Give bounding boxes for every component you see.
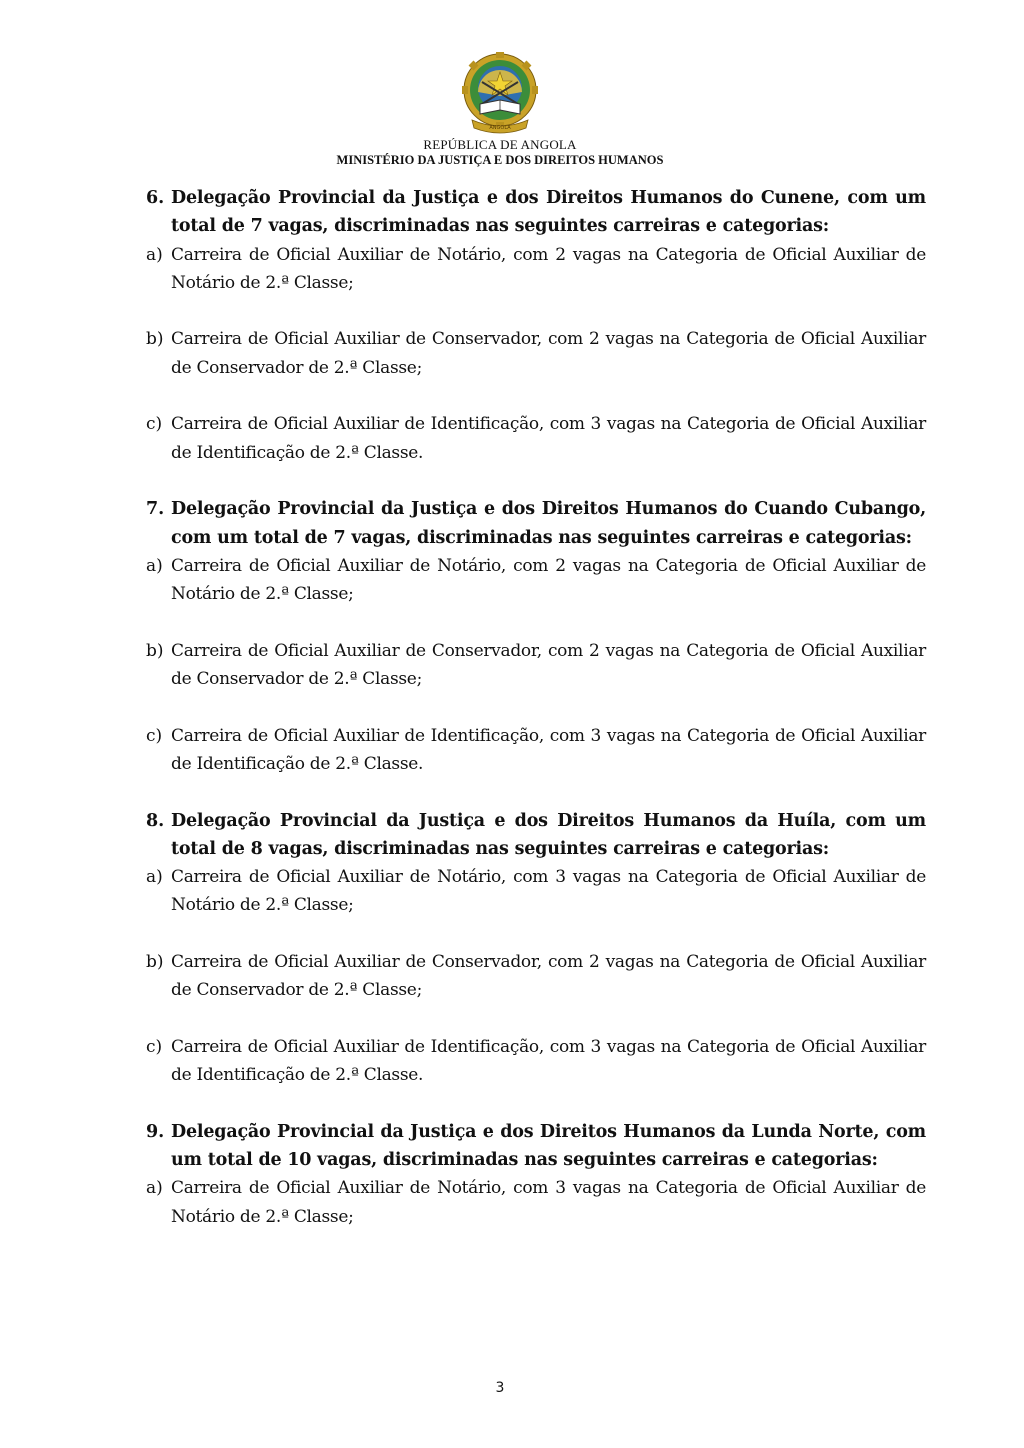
section-heading — [146, 807, 926, 864]
section-heading — [146, 1118, 926, 1175]
section-8 — [146, 807, 926, 1090]
section-number: 7. — [146, 499, 165, 520]
section-heading-text: Delegação Provincial da Justiça e dos Direitos Humanos da Huíla, com um total de 8 vagas, discriminadas nas seguintes carreiras e categorias: — [171, 810, 926, 859]
document-header — [0, 52, 1000, 168]
ministry-name: MINISTÉRIO DA JUSTIÇA E DOS DIREITOS HUMANOS — [336, 153, 664, 167]
item-text: Carreira de Oficial Auxiliar de Identificação, com 3 vagas na Categoria de Oficial Auxiliar de Identificação de 2.ª Classe. — [171, 414, 926, 463]
item-letter: c) — [146, 725, 163, 746]
section-heading — [146, 184, 926, 241]
section-heading — [146, 495, 926, 552]
list-item — [146, 722, 926, 779]
section-number: 9. — [146, 1121, 165, 1142]
item-letter: a) — [146, 244, 163, 265]
section-9 — [146, 1118, 926, 1231]
list-item — [146, 325, 926, 382]
list-item — [146, 637, 926, 694]
item-text: Carreira de Oficial Auxiliar de Conservador, com 2 vagas na Categoria de Oficial Auxiliar de Conservador de 2.ª Classe; — [171, 329, 926, 378]
list-item — [146, 241, 926, 298]
section-heading-text: Delegação Provincial da Justiça e dos Direitos Humanos da Lunda Norte, com um total de 10 vagas, discriminadas nas seguintes carreiras e categorias: — [171, 1121, 926, 1171]
item-letter: b) — [146, 952, 164, 973]
item-text: Carreira de Oficial Auxiliar de Conservador, com 2 vagas na Categoria de Oficial Auxiliar de Conservador de 2.ª Classe; — [171, 640, 926, 690]
item-letter: a) — [146, 555, 163, 576]
item-letter: c) — [146, 1036, 163, 1057]
section-heading-text: Delegação Provincial da Justiça e dos Direitos Humanos do Cuando Cubango, com um total de 7 vagas, discriminadas nas seguintes carreiras e categorias: — [171, 499, 926, 548]
item-text: Carreira de Oficial Auxiliar de Identificação, com 3 vagas na Categoria de Oficial Auxiliar de Identificação de 2.ª Classe. — [171, 725, 926, 774]
item-letter: c) — [146, 414, 163, 435]
list-item — [146, 552, 926, 609]
item-text: Carreira de Oficial Auxiliar de Identificação, com 3 vagas na Categoria de Oficial Auxiliar de Identificação de 2.ª Classe. — [171, 1036, 926, 1086]
section-number: 8. — [146, 810, 165, 831]
item-text: Carreira de Oficial Auxiliar de Conservador, com 2 vagas na Categoria de Oficial Auxiliar de Conservador de 2.ª Classe; — [171, 952, 926, 1001]
list-item — [146, 1033, 926, 1090]
list-item — [146, 948, 926, 1005]
section-heading-text: Delegação Provincial da Justiça e dos Direitos Humanos do Cunene, com um total de 7 vagas, discriminadas nas seguintes carreiras e categorias: — [171, 188, 926, 237]
section-6 — [146, 184, 926, 467]
item-text: Carreira de Oficial Auxiliar de Notário, com 2 vagas na Categoria de Oficial Auxiliar de Notário de 2.ª Classe; — [171, 555, 926, 605]
item-letter: b) — [146, 640, 164, 661]
page-number: 3 — [495, 1380, 505, 1396]
angola-coat-of-arms-icon — [452, 52, 548, 134]
section-7 — [146, 495, 926, 778]
republic-name: REPÚBLICA DE ANGOLA — [423, 137, 577, 152]
item-letter: b) — [146, 329, 164, 350]
item-letter: a) — [146, 867, 163, 888]
document-body — [146, 184, 926, 1231]
list-item — [146, 410, 926, 467]
item-text: Carreira de Oficial Auxiliar de Notário, com 3 vagas na Categoria de Oficial Auxiliar de Notário de 2.ª Classe; — [171, 867, 926, 916]
section-number: 6. — [146, 188, 165, 208]
list-item — [146, 863, 926, 920]
item-letter: a) — [146, 1178, 163, 1199]
item-text: Carreira de Oficial Auxiliar de Notário, com 3 vagas na Categoria de Oficial Auxiliar de Notário de 2.ª Classe; — [171, 1178, 926, 1227]
emblem-banner-text: ANGOLA — [489, 125, 511, 131]
item-text: Carreira de Oficial Auxiliar de Notário, com 2 vagas na Categoria de Oficial Auxiliar de Notário de 2.ª Classe; — [171, 244, 926, 293]
list-item — [146, 1174, 926, 1231]
